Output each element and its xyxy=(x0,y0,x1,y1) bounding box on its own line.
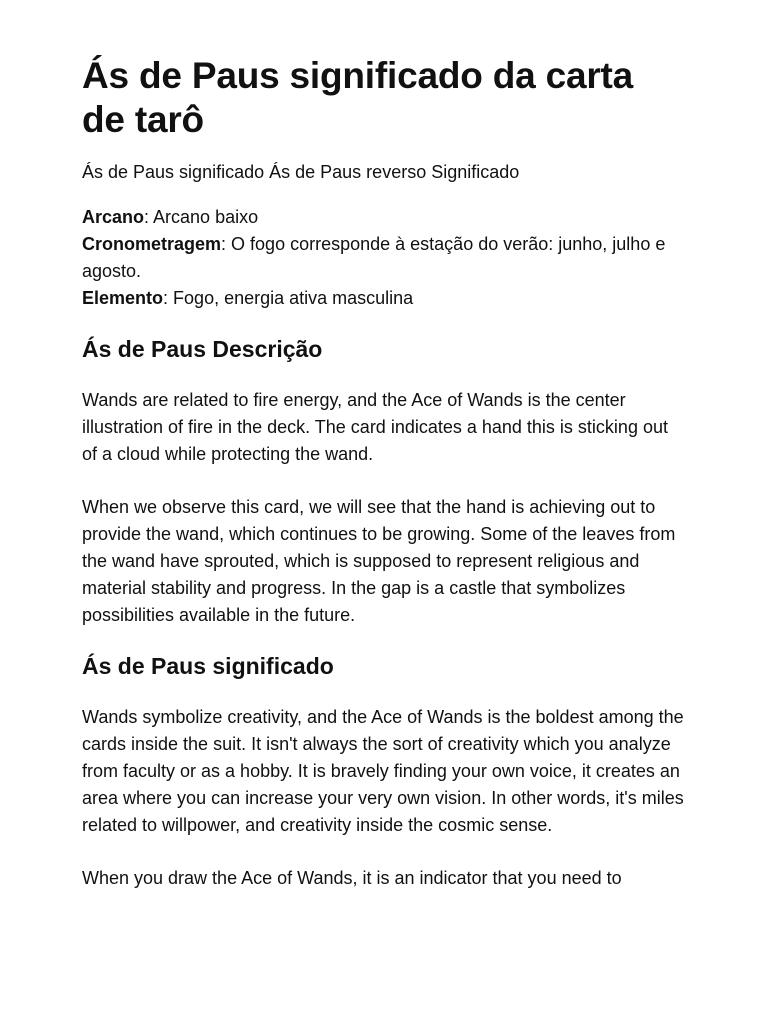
link-meaning[interactable]: Ás de Paus significado xyxy=(82,162,265,182)
section-links xyxy=(82,158,684,186)
timing-row: Cronometragem: O fogo corresponde à estação do verão: junho, julho e agosto. xyxy=(82,234,666,281)
arcano-label: Arcano xyxy=(82,207,145,227)
element-value: Fogo, energia ativa masculina xyxy=(173,288,414,308)
arcano-row: Arcano: Arcano baixo xyxy=(82,207,259,227)
card-attributes xyxy=(82,204,684,312)
description-paragraph-2: When we observe this card, we will see that the hand is achieving out to provide the wand, which continues to be growing. Some of the leaves from the wand have sprouted, which is supposed to represent religious and material stability and progress. In the gap is a castle that symbolizes possibilities available in the future. xyxy=(82,497,676,625)
meaning-paragraph-1: Wands symbolize creativity, and the Ace of Wands is the boldest among the cards inside the suit. It isn't always the sort of creativity which you analyze from faculty or as a hobby. It is bravely finding your own voice, it creates an area where you can increase your very own vision. In other words, it's miles related to willpower, and creativity inside the cosmic sense. xyxy=(82,707,684,835)
element-row: Elemento: Fogo, energia ativa masculina xyxy=(82,288,414,308)
element-label: Elemento xyxy=(82,288,164,308)
section-heading-description: Ás de Paus Descrição xyxy=(82,336,323,362)
timing-value: O fogo corresponde à estação do verão: junho, julho e agosto. xyxy=(82,234,666,281)
timing-label: Cronometragem xyxy=(82,234,222,254)
page-title: Ás de Paus significado da carta de tarô xyxy=(82,55,634,140)
section-heading-meaning: Ás de Paus significado xyxy=(82,653,334,679)
link-reversed-meaning[interactable]: Ás de Paus reverso Significado xyxy=(269,162,520,182)
arcano-value: Arcano baixo xyxy=(153,207,259,227)
description-paragraph-1: Wands are related to fire energy, and the Ace of Wands is the center illustration of fire in the deck. The card indicates a hand this is sticking out of a cloud while protecting the wand. xyxy=(82,390,668,464)
meaning-paragraph-2: When you draw the Ace of Wands, it is an indicator that you need to xyxy=(82,868,622,888)
